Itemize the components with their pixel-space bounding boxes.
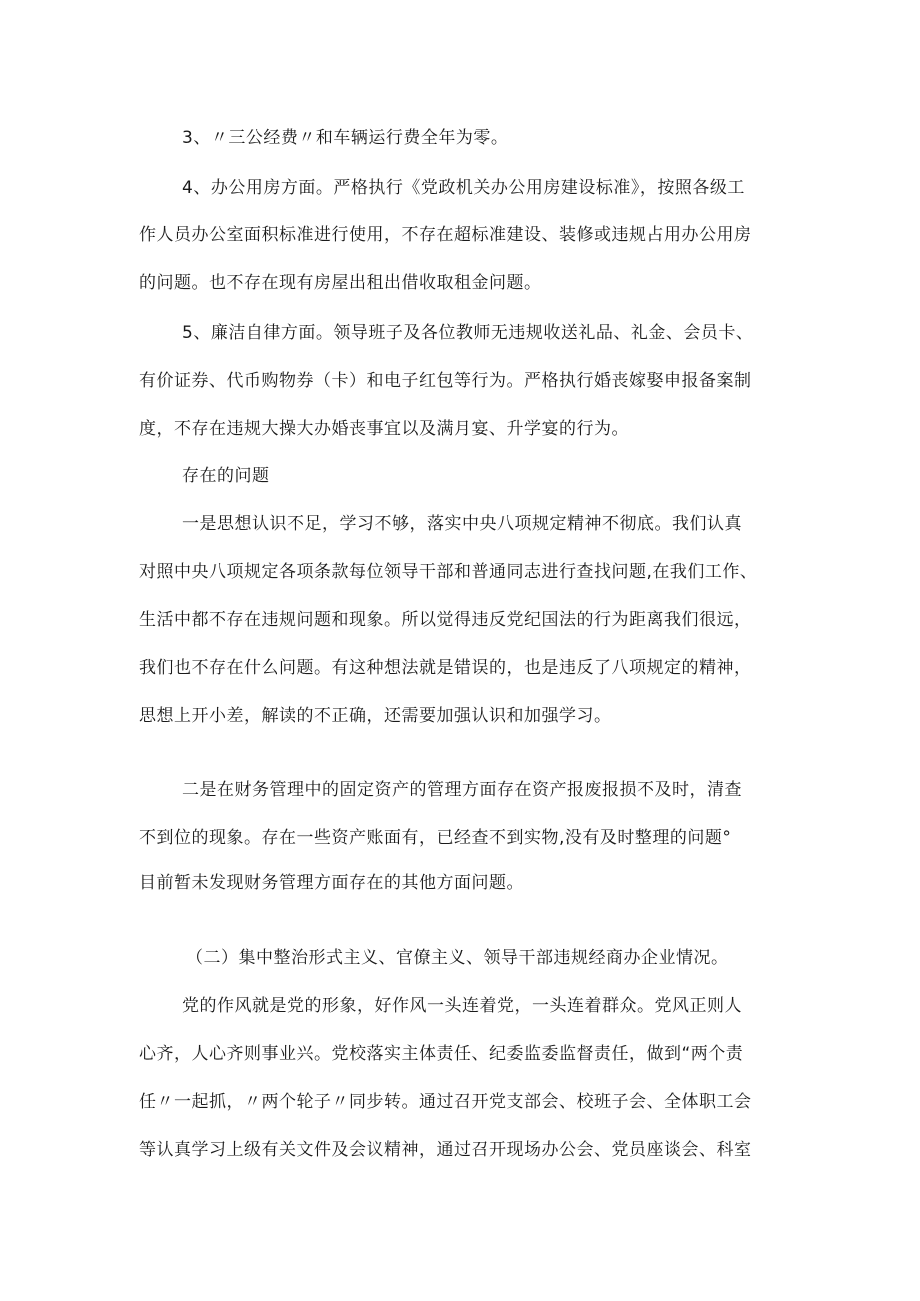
paragraph-line: 一是思想认识不足，学习不够，落实中央八项规定精神不彻底。我们认真 xyxy=(182,514,742,534)
paragraph-line: 等认真学习上级有关文件及会议精神，通过召开现场办公会、党员座谈会、科室 xyxy=(139,1140,752,1160)
paragraph-line: 任〃一起抓，〃两个轮子〃同步转。通过召开党支部会、校班子会、全体职工会 xyxy=(139,1092,752,1112)
paragraph-line: 的问题。也不存在现有房屋出租出借收取租金问题。 xyxy=(139,273,542,293)
paragraph-line: 目前暂未发现财务管理方面存在的其他方面问题。 xyxy=(139,873,524,893)
paragraph-line: 生活中都不存在违规问题和现象。所以觉得违反党纪国法的行为距离我们很远， xyxy=(139,610,752,630)
paragraph-line: 我们也不存在什么问题。有这种想法就是错误的，也是违反了八项规定的精神， xyxy=(139,658,752,678)
section-heading: 存在的问题 xyxy=(182,466,270,486)
paragraph-line: 4、办公用房方面。严格执行《党政机关办公用房建设标准》，按照各级工 xyxy=(182,178,745,198)
paragraph-line: 3、〃三公经费〃和车辆运行费全年为零。 xyxy=(182,128,509,148)
paragraph-line: 心齐，人心齐则事业兴。党校落实主体责任、纪委监委监督责任，做到“两个责 xyxy=(139,1044,744,1064)
paragraph-line: 5、廉洁自律方面。领导班子及各位教师无违规收送礼品、礼金、会员卡、 xyxy=(182,323,754,343)
paragraph-line: 党的作风就是党的形象，好作风一头连着党，一头连着群众。党风正则人 xyxy=(182,996,742,1016)
paragraph-line: 对照中央八项规定各项条款每位领导干部和普通同志进行查找问题,在我们工作、 xyxy=(139,562,758,582)
paragraph-line: 有价证券、代币购物券（卡）和电子红包等行为。严格执行婚丧嫁娶申报备案制 xyxy=(139,371,752,391)
paragraph-line: 二是在财务管理中的固定资产的管理方面存在资产报废报损不及时，清查 xyxy=(182,780,742,800)
section-heading: （二）集中整治形式主义、官僚主义、领导干部违规经商办企业情况。 xyxy=(186,948,729,968)
paragraph-line: 思想上开小差，解读的不正确，还需要加强认识和加强学习。 xyxy=(139,706,612,726)
paragraph-line: 作人员办公室面积标准进行使用，不存在超标准建设、装修或违规占用办公用房 xyxy=(139,225,752,245)
paragraph-line: 度，不存在违规大操大办婚丧事宜以及满月宴、升学宴的行为。 xyxy=(139,419,629,439)
paragraph-line: 不到位的现象。存在一些资产账面有，已经查不到实物,没有及时整理的问题° xyxy=(139,828,732,848)
